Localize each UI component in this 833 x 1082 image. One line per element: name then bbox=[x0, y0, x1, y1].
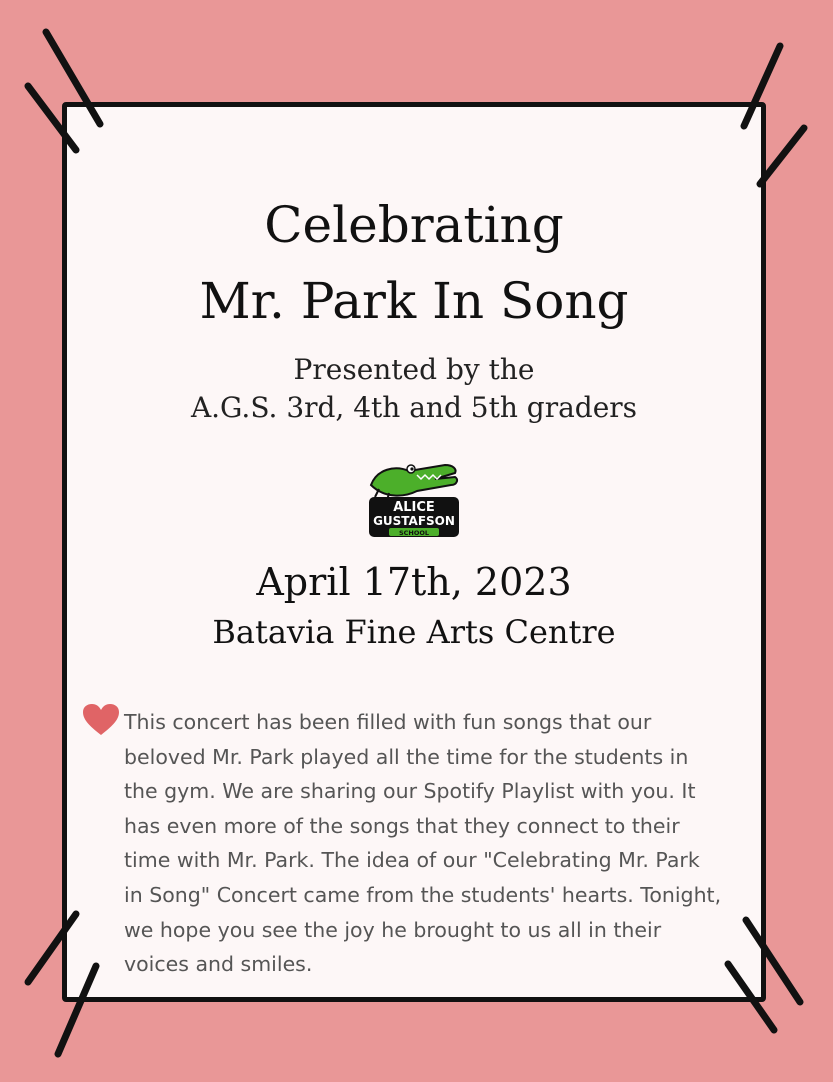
logo-text-school: SCHOOL bbox=[398, 529, 430, 537]
event-venue: Batavia Fine Arts Centre bbox=[212, 613, 616, 651]
flyer-card bbox=[62, 102, 766, 1002]
title-line-2: Mr. Park In Song bbox=[199, 272, 629, 330]
school-logo bbox=[365, 455, 463, 539]
title-line-1: Celebrating bbox=[264, 196, 564, 254]
event-date: April 17th, 2023 bbox=[256, 560, 572, 604]
alligator-mascot-icon bbox=[371, 465, 457, 501]
logo-text-gustafson: GUSTAFSON bbox=[373, 514, 455, 528]
presented-line-2: A.G.S. 3rd, 4th and 5th graders bbox=[190, 391, 638, 424]
presented-line-1: Presented by the bbox=[293, 353, 535, 386]
logo-text-alice: ALICE bbox=[393, 500, 435, 515]
concert-description: This concert has been filled with fun songs that our beloved Mr. Park played all the time for the students in the gym. We are sharing our Spotify Playlist with you. It has even more of the songs that they connect to their time with Mr. Park. The idea of our "Celebrating Mr. Park in Song" Concert came from the students' hearts. Tonight, we hope you see the joy he brought to us all in their voices and smiles. bbox=[124, 710, 722, 977]
presented-by bbox=[67, 351, 761, 427]
heart-icon bbox=[82, 703, 120, 737]
flyer-title bbox=[67, 187, 761, 339]
